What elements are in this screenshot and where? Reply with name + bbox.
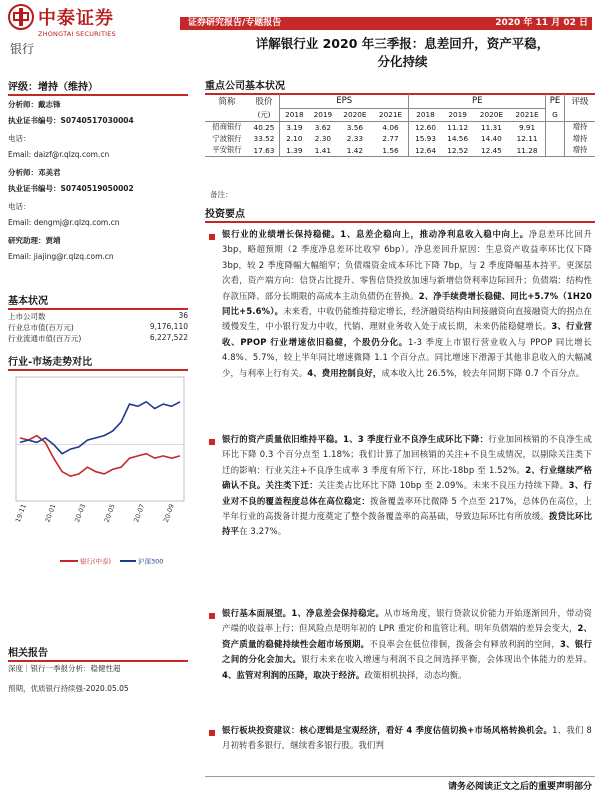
pe-cell: 12.45 <box>474 145 510 157</box>
series-line-1 <box>20 402 180 454</box>
pe-cell: 12.60 <box>409 121 442 133</box>
report-title-line2: 分化持续 <box>377 54 428 69</box>
chart-title: 行业-市场走势对比 <box>8 353 188 371</box>
report-category: 证券研究报告/专题报告 <box>188 18 282 28</box>
p3-bold3: 3、银行之间的分化会加大。 <box>222 638 592 665</box>
analyst1 <box>8 99 61 110</box>
year-cell: 2020E <box>337 109 373 122</box>
p1-text2: 未来看，中收仍能维持稳定增长，经济融资结构由间接融资向直接融资大的拐点在缓慢发生，中小银行发力中收，代销、理财业务收入处于成长期，未来仍能稳健增长。 <box>222 306 592 332</box>
analyst2 <box>8 167 61 178</box>
eps-cell: 1.39 <box>280 145 309 157</box>
p3-text2: 不良率会在低位徘徊，拨备会有释放利润的空间， <box>369 638 560 649</box>
analyst1-label: 分析师： <box>8 100 38 109</box>
p1-bold2: 2、净手续费增长稳健、同比+5.7%（1H20 同比+5.6%）。 <box>222 290 592 317</box>
assistant-label: 研究助理： <box>8 236 46 245</box>
pe-cell: 14.40 <box>480 134 502 144</box>
table-row <box>205 145 595 157</box>
analyst2-email[interactable]: Email: dengmj@r.qlzq.com.cn <box>8 218 120 227</box>
pe-cell: 9.91 <box>518 122 536 132</box>
logo-text-en: ZHONGTAI SECURITIES <box>38 30 116 38</box>
rating-cell: 增持 <box>565 145 596 157</box>
table-row <box>205 121 595 133</box>
bullet-icon <box>209 613 215 619</box>
series-line-0 <box>20 436 180 477</box>
basic-row-label: 上市公司数 <box>8 312 46 321</box>
eps-cell: 1.41 <box>309 145 337 157</box>
basic-row <box>8 322 188 333</box>
related-report-line2[interactable]: 预期，优质银行持续强-2020.05.05 <box>8 684 129 693</box>
p2-bold4: 拨贷比环比持平 <box>222 511 592 537</box>
year-cell: 2021E <box>509 109 545 122</box>
x-tick-label: 20-09 <box>161 502 176 524</box>
table-year-row <box>205 109 595 122</box>
p1-text4: 成本收入比 26.5%，较去年同期下降 0.7 个百分点。 <box>381 367 585 378</box>
p2-text2: 关注类占比环比下降 10bp 至 2.09%。未来不良压力持续下降。 <box>318 480 569 491</box>
footer-disclaimer: 请务必阅读正文之后的重要声明部分 <box>447 782 592 792</box>
industry-label: 银行 <box>10 42 35 56</box>
eps-cell: 1.42 <box>337 145 373 157</box>
empty-cell <box>565 109 596 122</box>
table-row <box>205 133 595 145</box>
related-report-line1[interactable]: 深度｜银行一季报分析：稳健性超 <box>8 664 121 673</box>
analyst1-name: 戴志锋 <box>38 100 61 109</box>
p3-lead: 银行基本面展望。1、净息差会保持稳定。 <box>222 608 385 618</box>
company-logo-icon <box>8 4 34 30</box>
basic-row-value: 36 <box>178 311 188 320</box>
x-tick-label: 20-05 <box>102 502 117 524</box>
basic-row-value: 6,227,522 <box>149 333 188 342</box>
col-header-rating: 评级 <box>565 94 596 109</box>
pe-cell: 12.11 <box>516 134 538 144</box>
analyst1-email[interactable]: Email: daizf@r.qlzq.com.cn <box>8 150 110 159</box>
col-header-name: 简称 <box>218 97 236 108</box>
company-price: 40.25 <box>253 122 275 132</box>
pe-cell: 15.93 <box>409 133 442 145</box>
legend-label-0: 银行(中泰) <box>80 557 112 566</box>
pe-cell: 14.56 <box>447 134 469 144</box>
table-header-row <box>205 94 595 109</box>
pe-cell: 11.31 <box>480 122 502 132</box>
assistant-email[interactable]: Email: jiajing@r.qlzq.com.cn <box>8 252 114 261</box>
x-tick-label: 19-11 <box>13 502 28 524</box>
bullet-icon <box>209 439 215 445</box>
year-cell: 2019 <box>309 109 337 122</box>
p1-bold4: 4、费用控制良好， <box>307 367 382 378</box>
pe-cell: 11.12 <box>447 122 469 132</box>
peg-cell <box>546 133 565 145</box>
rating-cell: 增持 <box>565 121 596 133</box>
point-paragraph-3 <box>222 606 592 683</box>
analyst2-phone: 电话： <box>8 202 31 211</box>
table-note: 备注： <box>210 190 233 199</box>
col-header-peg2: G <box>546 109 565 122</box>
point-paragraph-4 <box>222 723 592 754</box>
p3-bold4: 4、监管对利润的压降，取决于经济。 <box>222 669 365 680</box>
analyst2-license: 执业证书编号：S0740519050002 <box>8 184 134 193</box>
year-cell: 2020E <box>474 109 510 122</box>
logo-text-cn: 中泰证券 <box>38 8 114 29</box>
year-cell: 2019 <box>442 109 474 122</box>
rating: 评级：增持（维持） <box>8 78 188 96</box>
p2-text: 行业加回核销的不良净生成环比下降 0.3 个百分点至 1.18%；我们计算了加回核销的关注+不良生成情况，以剔除关注类下迁的影响：行业关注+不良净生成率 3 季度有所下行，环比-18bp 至 1.52%。 <box>222 434 592 475</box>
p4-text: 1、我们 8 月初转看多银行，继续看多银行股。我们判 <box>222 725 592 751</box>
eps-cell: 2.77 <box>382 134 399 144</box>
p1-bold3: 3、行业营收、PPOP 行业增速依旧稳健，个股仍分化。 <box>222 321 593 347</box>
p4-lead: 银行板块投资建议：核心逻辑是宝观经济，看好 4 季度估值切换+市场风格转换机会。 <box>222 725 553 735</box>
point-paragraph-2 <box>222 432 592 540</box>
point-paragraph-1 <box>222 227 592 381</box>
p1-text3: 1-3 季度上市银行营业收入与 PPOP 同比增长 4.8%、5.7%，较上半年同比增速微降 1.1 个百分点。同比增速下滑源于其他非息收入的大幅减少，与利率上行有关。 <box>222 336 592 378</box>
industry-vs-market-chart <box>8 371 188 571</box>
company-name: 宁波银行 <box>212 133 242 143</box>
pe-cell: 11.28 <box>509 145 545 157</box>
basic-row <box>8 333 188 344</box>
investment-points-title: 投资要点 <box>205 205 595 223</box>
eps-cell: 1.56 <box>373 145 409 157</box>
col-header-pe: PE <box>409 94 546 109</box>
p2-bold3: 3、行业对不良的覆盖程度总体在高位稳定： <box>222 480 592 506</box>
col-header-eps: EPS <box>280 94 409 109</box>
basic-row-value: 9,176,110 <box>149 322 188 331</box>
analyst2-name: 邓美君 <box>38 168 61 177</box>
eps-cell: 3.62 <box>314 122 332 132</box>
eps-cell: 2.30 <box>314 134 332 144</box>
company-table <box>205 94 595 157</box>
basic-row-label: 行业总市值(百万元) <box>8 323 74 332</box>
bullet-icon <box>209 234 215 240</box>
report-title-line1: 详解银行业 2020 年三季报：息差回升，资产平稳， <box>255 36 550 51</box>
x-tick-label: 20-01 <box>43 502 58 524</box>
peg-cell <box>546 145 565 157</box>
p3-text3: 银行未来在收入增速与利润不良之间选择平衡，会体现出个体能力的差异。 <box>301 654 592 665</box>
year-cell: 2021E <box>373 109 409 122</box>
related-reports-title: 相关报告 <box>8 644 188 662</box>
x-tick-label: 20-03 <box>73 502 88 524</box>
analyst1-phone: 电话： <box>8 134 31 143</box>
legend-label-1: 沪深300 <box>138 557 164 566</box>
footer-divider <box>205 776 595 777</box>
empty-cell <box>205 109 249 122</box>
assistant <box>8 235 61 246</box>
p1-text: 净息差环比回升 3bp，略超预期（2 季度净息差环比收窄 6bp）。净息差回升原因：生息资产收益率环比仅下降 3bp，较 2 季度降幅大幅缩窄；负债端资金成本环比下降 7bp，与 2 季度降幅基本持平。更深层次看，资产端方向：信贷占比提升、零售信贷投放加速与新增信贷利率边际回升；负债端：结构性存款压降、部分长期限的高成本主动负债仍在替换。 <box>222 229 592 301</box>
analyst2-label: 分析师： <box>8 168 38 177</box>
col-header-peg: PE <box>546 94 565 109</box>
bullet-icon <box>209 730 215 736</box>
year-cell: 2018 <box>409 109 442 122</box>
pe-cell: 12.52 <box>442 145 474 157</box>
analyst1-license: 执业证书编号：S0740517030004 <box>8 116 134 125</box>
p2-text3: 拨备覆盖率环比微降 5 个点至 217%，总体仍在高位，上半年行业的高拨备计提力度奠定了整个拨备覆盖率的高基础，导致边际环比有所放缓。 <box>222 495 592 522</box>
p1-lead: 银行业的业绩增长保持稳健。1、息差企稳向上，推动净利息收入稳中向上。 <box>222 229 529 239</box>
report-date: 2020 年 11 月 02 日 <box>495 18 588 28</box>
company-price: 17.63 <box>249 145 280 157</box>
company-name: 招商银行 <box>212 122 242 132</box>
col-header-price: 股价 <box>255 97 273 108</box>
p2-bold2: 2、行业继续严格确认不良。关注类下迁： <box>222 464 592 491</box>
rating-cell: 增持 <box>565 133 596 145</box>
company-logo <box>38 4 116 38</box>
eps-cell: 3.19 <box>280 121 309 133</box>
company-name: 平安银行 <box>205 145 249 157</box>
p2-text4: 在 3.27%。 <box>239 526 287 537</box>
p3-text4: 政策相机抉择，动态均衡。 <box>364 669 467 680</box>
p3-bold2: 2、资产质量的稳健持续性会超市场预期。 <box>222 623 592 649</box>
eps-cell: 3.56 <box>346 122 364 132</box>
pe-cell: 12.64 <box>409 145 442 157</box>
peg-cell <box>546 121 565 133</box>
basic-status-title: 基本状况 <box>8 292 188 310</box>
eps-cell: 2.10 <box>280 133 309 145</box>
eps-cell: 2.33 <box>346 134 364 144</box>
p3-text: 从市场角度，银行贷款议价能力开始逐渐回升，带动资产端的收益率上行；但风险点是明年初的 LPR 重定价和监管让利。明年负债端的差异会变大， <box>222 608 592 634</box>
year-cell: 2018 <box>280 109 309 122</box>
eps-cell: 4.06 <box>382 122 399 132</box>
p2-lead: 银行的资产质量依旧维持平稳。1、3 季度行业不良净生成环比下降： <box>222 434 489 444</box>
company-table-title: 重点公司基本状况 <box>205 77 595 95</box>
assistant-name: 贾靖 <box>45 236 61 245</box>
company-price: 33.52 <box>253 134 275 144</box>
basic-row-label: 行业流通市值(百万元) <box>8 334 82 343</box>
col-header-unit: (元) <box>249 109 280 122</box>
x-tick-label: 20-07 <box>132 502 147 524</box>
basic-row <box>8 311 188 322</box>
